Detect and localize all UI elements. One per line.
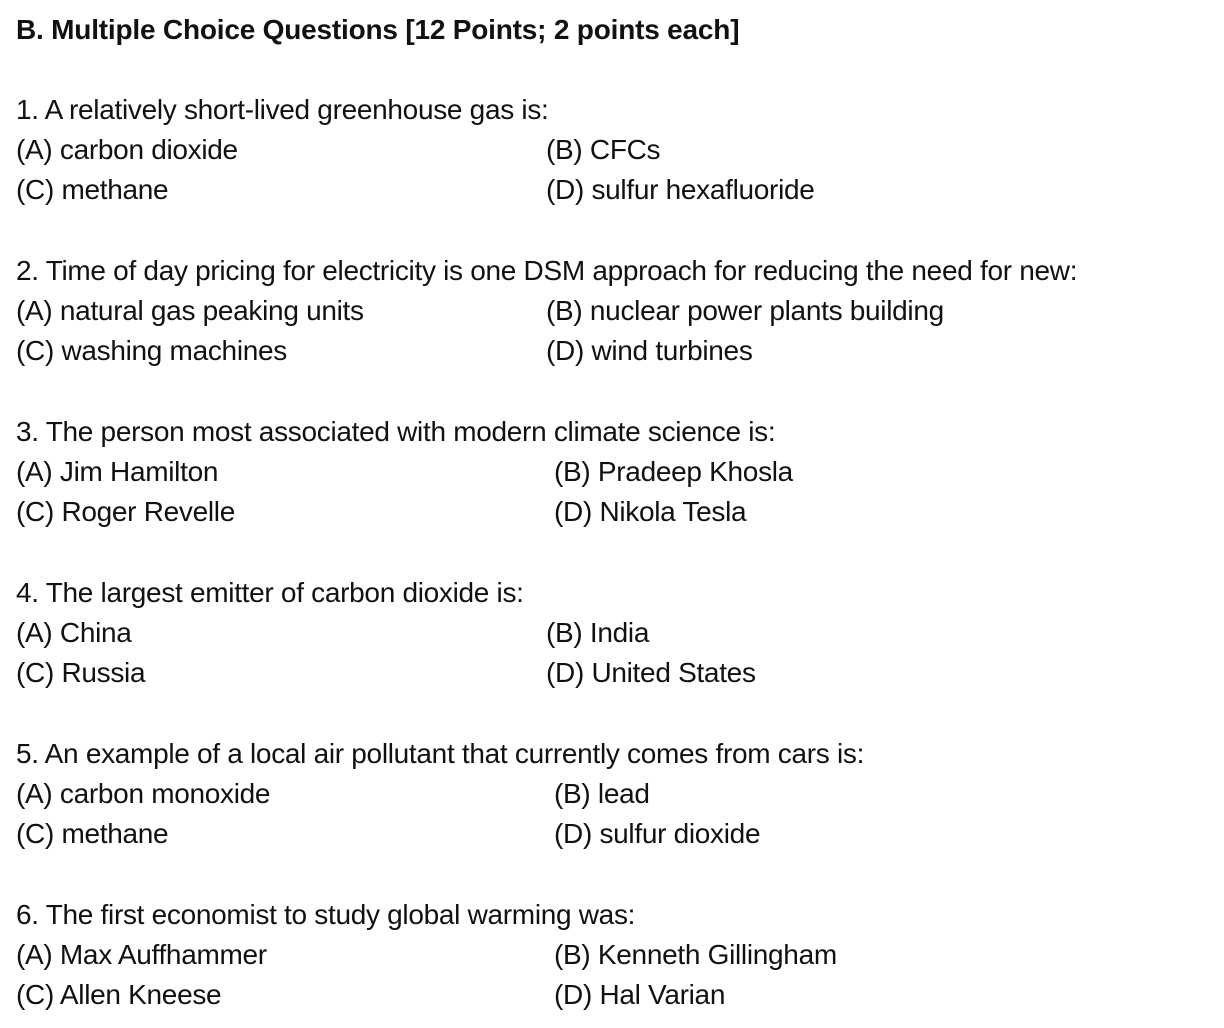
option-d: (D) sulfur hexafluoride — [546, 174, 815, 205]
question-stem: 3. The person most associated with modern climate science is: — [16, 416, 776, 447]
section-title: B. Multiple Choice Questions [12 Points; 2 points each] — [16, 14, 740, 45]
option-d: (D) sulfur dioxide — [554, 818, 761, 849]
option-b: (B) lead — [554, 778, 650, 809]
option-c: (C) methane — [16, 174, 169, 205]
option-d: (D) United States — [546, 657, 756, 688]
option-a: (A) carbon monoxide — [16, 778, 271, 809]
option-a: (A) natural gas peaking units — [16, 295, 364, 326]
option-c: (C) methane — [16, 818, 169, 849]
option-b: (B) nuclear power plants building — [546, 295, 944, 326]
option-a: (A) carbon dioxide — [16, 134, 238, 165]
question-5 — [16, 734, 1216, 854]
option-d: (D) Hal Varian — [554, 979, 726, 1010]
option-b: (B) Kenneth Gillingham — [554, 939, 837, 970]
option-c: (C) Allen Kneese — [16, 979, 222, 1010]
option-c: (C) washing machines — [16, 335, 287, 366]
option-a: (A) Jim Hamilton — [16, 456, 219, 487]
option-a: (A) China — [16, 617, 132, 648]
option-c: (C) Russia — [16, 657, 146, 688]
option-c: (C) Roger Revelle — [16, 496, 235, 527]
option-d: (D) wind turbines — [546, 335, 753, 366]
question-stem: 1. A relatively short-lived greenhouse gas is: — [16, 94, 549, 125]
question-4 — [16, 573, 1216, 693]
option-b: (B) CFCs — [546, 134, 661, 165]
option-a: (A) Max Auffhammer — [16, 939, 267, 970]
option-d: (D) Nikola Tesla — [554, 496, 747, 527]
question-2 — [16, 251, 1216, 371]
question-stem: 6. The first economist to study global warming was: — [16, 899, 636, 930]
question-stem: 2. Time of day pricing for electricity is one DSM approach for reducing the need for new: — [16, 255, 1078, 286]
question-6 — [16, 895, 1216, 1015]
question-stem: 5. An example of a local air pollutant that currently comes from cars is: — [16, 738, 865, 769]
exam-page — [16, 0, 1216, 1028]
option-b: (B) India — [546, 617, 650, 648]
question-stem: 4. The largest emitter of carbon dioxide is: — [16, 577, 524, 608]
question-1 — [16, 90, 1216, 210]
question-3 — [16, 412, 1216, 532]
option-b: (B) Pradeep Khosla — [554, 456, 793, 487]
